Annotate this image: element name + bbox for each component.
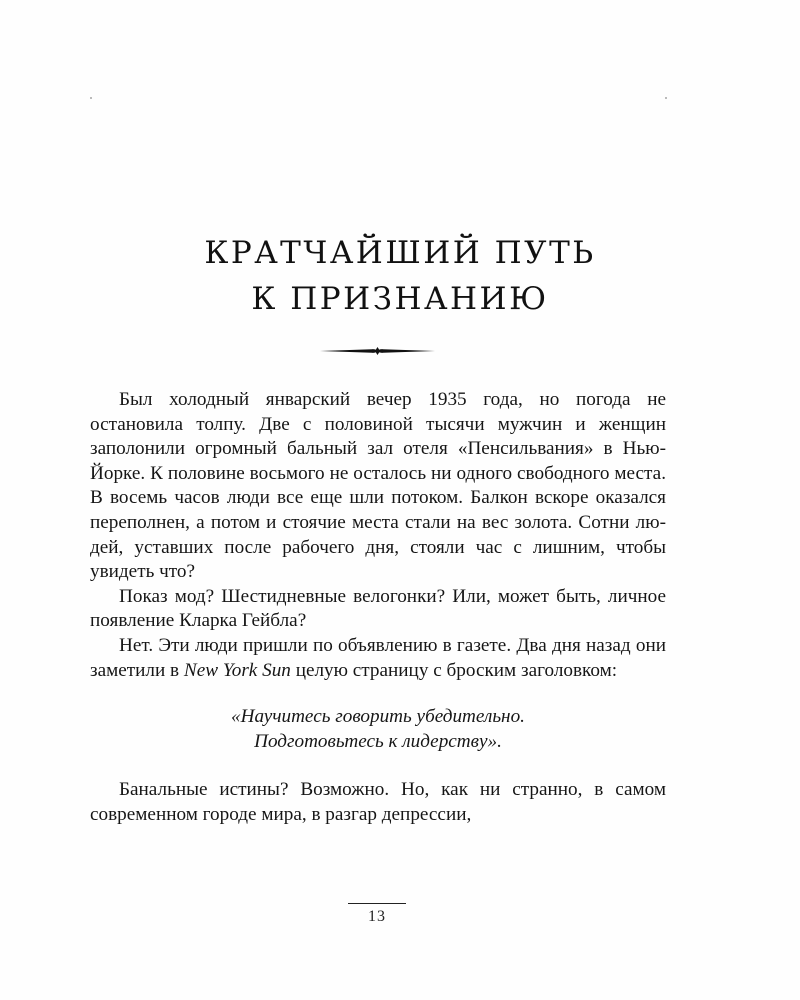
chapter-title-line-1: КРАТЧАЙШИЙ ПУТЬ [204,235,596,271]
page-number: 13 [368,908,386,925]
headline-quote [90,705,666,754]
newspaper-name: New York Sun [183,659,291,681]
chapter-title-line-2: К ПРИЗНАНИЮ [251,281,549,317]
quote-line-1: «Научитесь говорить убедительно. [231,706,525,728]
paragraph-3-end: целую страницу с броским заголовком: [290,659,618,681]
paragraph-2: Показ мод? Шестидневные велогонки? Или, может быть, личное появление Кларка Гейбла? [90,585,666,632]
chapter-title [0,230,800,322]
paragraph-4: Банальные истины? Возможно. Но, как ни странно, в самом современном городе мира, в разгар депрессии, [90,779,666,825]
crop-mark-right [665,97,667,99]
chapter-body [90,388,666,828]
page-number-rule [348,903,406,904]
quote-line-2: Подготовьтесь к лидерству». [254,730,502,752]
ornament-divider-icon [320,344,435,358]
paragraph-3-start: Нет. Эти люди пришли по объявлению в газете. Два дня назад они заметили в [90,634,666,681]
crop-mark-left [90,97,92,99]
paragraph-3 [90,634,666,683]
paragraph-1: Был холодный январский вечер 1935 года, но погода не остановила толпу. Две с половиной тысячи мужчин и женщин заполонили огромный бальный зал отеля «Пенсильвания» в Нью-Йорке. К половине восьмого не осталось ни одного свободного места. В восемь часов люди все еще шли потоком. Балкон вскоре оказался переполнен, а потом и стоячие места стали на вес золота. Сотни людей, уставших после рабочего дня, стояли час с лишним, чтобы увидеть что? [90,389,666,583]
